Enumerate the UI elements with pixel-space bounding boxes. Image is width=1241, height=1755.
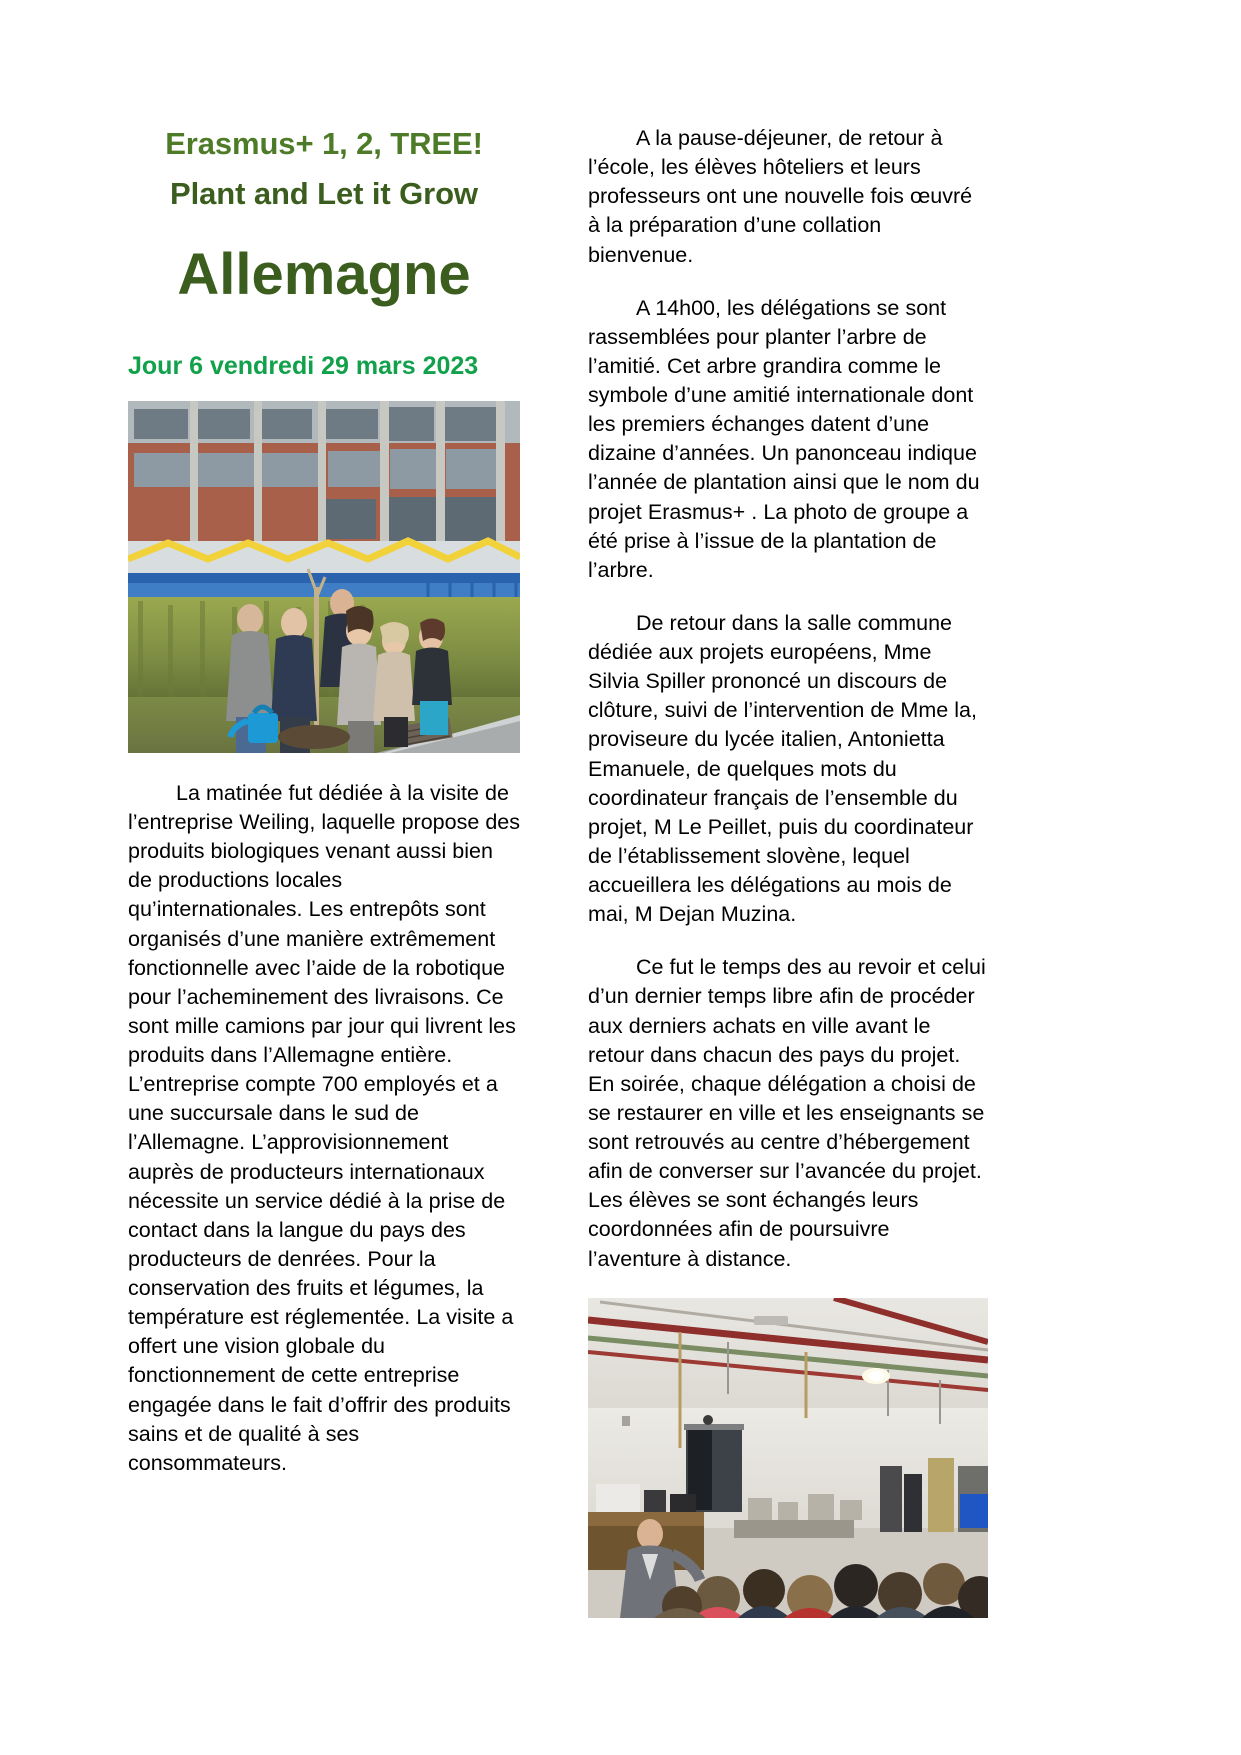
right-column-paragraph-2: A 14h00, les délégations se sont rassemblées pour planter l’arbre de l’amitié. Cet arbre grandira comme le symbole d’une amitié internationale dont les premiers échanges datent d’une dizaine d’années. Un panonceau indique l’année de plantation ainsi que le nom du projet Erasmus+ . La photo de groupe a été prise à l’issue de la plantation de l’arbre. (588, 295, 980, 582)
right-column-paragraph-4: Ce fut le temps des au revoir et celui d’un dernier temps libre afin de procéder aux derniers achats en ville avant le retour dans chacun des pays du projet. En soirée, chaque délégation a choisi de se restaurer en ville et les enseignants se sont retrouvés au centre d’hébergement afin de converser sur l’avancée du projet. Les élèves se sont échangés leurs coordonnées afin de poursuivre l’aventure à distance. (588, 955, 986, 1271)
left-column (128, 124, 520, 1478)
two-column-layout (128, 124, 1116, 1618)
country-heading: Allemagne (177, 241, 471, 307)
right-column (588, 124, 988, 1618)
left-column-paragraph-1: La matinée fut dédiée à la visite de l’entreprise Weiling, laquelle propose des produits biologiques venant aussi bien de productions locales qu’internationales. Les entrepôts sont organisés d’une manière extrêmement fonctionnelle avec l’aide de la robotique pour l’acheminement des livraisons. Ce sont mille camions par jour qui livrent les produits dans l’Allemagne entière. L’entreprise compte 700 employés et a une succursale dans le sud de l’Allemagne. L’approvisionnement auprès de producteurs internationaux nécessite un service dédié à la prise de contact dans la langue du pays des producteurs de denrées. Pour la conservation des fruits et légumes, la température est réglementée. La visite a offert une vision globale du fonctionnement de cette entreprise engagée dans le fait d’offrir des produits sains et de qualité à ses consommateurs. (128, 780, 521, 1475)
project-title-line-1: Erasmus+ 1, 2, TREE! (165, 126, 483, 161)
photo-tree-planting-group (128, 401, 520, 753)
right-column-paragraph-3: De retour dans la salle commune dédiée aux projets européens, Mme Silvia Spiller prononcé un discours de clôture, suivi de l’intervention de Mme la, proviseure du lycée italien, Antonietta Emanuele, de quelques mots du coordinateur français de l’ensemble du projet, M Le Peillet, puis du coordinateur de l’établissement slovène, lequel accueillera les délégations au mois de mai, M Dejan Muzina. (588, 610, 977, 927)
photo-warehouse-visit (588, 1298, 988, 1618)
date-heading: Jour 6 vendredi 29 mars 2023 (128, 352, 479, 381)
project-title-line-2: Plant and Let it Grow (170, 176, 478, 212)
right-column-paragraph-1: A la pause-déjeuner, de retour à l’école, les élèves hôteliers et leurs professeurs ont une nouvelle fois œuvré à la préparation d’une collation bienvenue. (588, 126, 973, 267)
